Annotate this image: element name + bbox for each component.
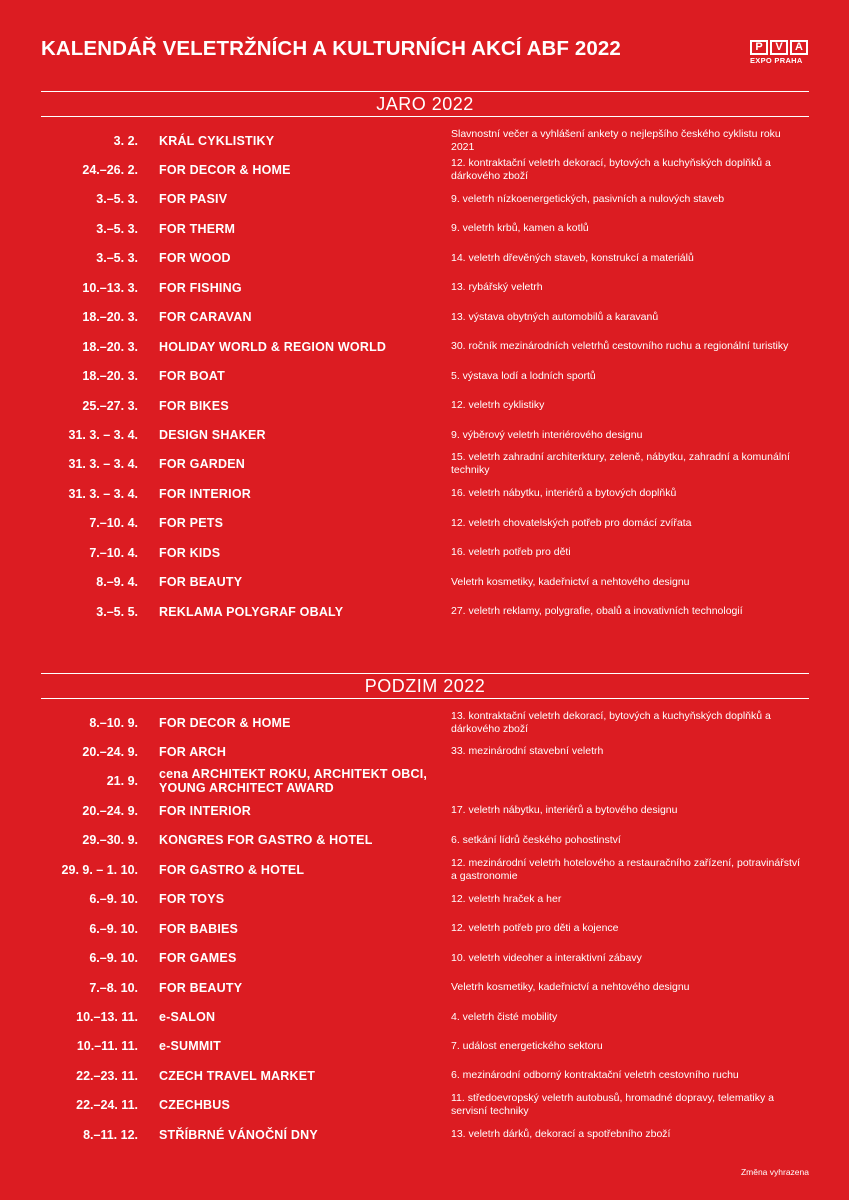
footer-note: Změna vyhrazena	[740, 1167, 809, 1177]
logo-letter: V	[770, 40, 788, 55]
event-date: 18.–20. 3.	[82, 369, 138, 384]
event-row	[0, 214, 849, 243]
event-row	[0, 885, 849, 914]
event-name: FOR BEAUTY	[159, 575, 243, 590]
event-description: 12. veletrh hraček a her	[451, 892, 562, 905]
event-row	[0, 450, 849, 479]
event-date: 18.–20. 3.	[82, 310, 138, 325]
logo-mark	[750, 40, 809, 55]
event-name: FOR PETS	[159, 516, 224, 531]
event-name: cena ARCHITEKT ROKU, ARCHITEKT OBCI, YOUNG ARCHITECT AWARD	[159, 767, 428, 796]
event-name: FOR DECOR & HOME	[159, 162, 291, 177]
event-name: FOR GARDEN	[159, 457, 246, 472]
event-name: CZECH TRAVEL MARKET	[159, 1068, 316, 1083]
event-name: STŘÍBRNÉ VÁNOČNÍ DNY	[159, 1127, 318, 1142]
event-description: 13. kontraktační veletrh dekorací, bytových a kuchyňských doplňků a dárkového zboží	[451, 709, 771, 735]
event-description: 12. veletrh cyklistiky	[451, 399, 545, 412]
event-description: 12. mezinárodní veletrh hotelového a restauračního zařízení, potravinářství a gastronomie	[451, 856, 801, 882]
event-date: 29. 9. – 1. 10.	[61, 862, 138, 877]
event-description: 4. veletrh čisté mobility	[451, 1010, 558, 1023]
event-date: 10.–13. 3.	[82, 280, 138, 295]
event-date: 20.–24. 9.	[82, 803, 138, 818]
event-description: 12. kontraktační veletrh dekorací, bytových a kuchyňských doplňků a dárkového zboží	[451, 156, 771, 182]
event-description: 33. mezinárodní stavební veletrh	[451, 745, 604, 758]
event-row	[0, 479, 849, 508]
event-date: 18.–20. 3.	[82, 339, 138, 354]
event-description: 16. veletrh potřeb pro děti	[451, 546, 571, 559]
event-name: FOR BOAT	[159, 369, 225, 384]
event-row	[0, 155, 849, 184]
event-name: KRÁL CYKLISTIKY	[159, 133, 275, 148]
event-name: e-SUMMIT	[159, 1039, 222, 1054]
event-row	[0, 708, 849, 737]
event-description: 16. veletrh nábytku, interiérů a bytových doplňků	[451, 487, 677, 500]
event-row	[0, 391, 849, 420]
event-row	[0, 767, 849, 796]
event-date: 3.–5. 3.	[96, 192, 138, 207]
event-description: 17. veletrh nábytku, interiérů a bytového designu	[451, 804, 678, 817]
event-date: 10.–13. 11.	[76, 1010, 138, 1024]
event-description: Veletrh kosmetiky, kadeřnictví a nehtového designu	[451, 575, 690, 588]
event-row	[0, 944, 849, 973]
event-date: 22.–24. 11.	[76, 1098, 138, 1113]
event-row	[0, 973, 849, 1002]
event-date: 6.–9. 10.	[89, 921, 138, 936]
logo-subtitle: EXPO PRAHA	[750, 56, 803, 65]
event-date: 29.–30. 9.	[82, 833, 138, 848]
event-date: 22.–23. 11.	[76, 1068, 138, 1083]
event-row	[0, 509, 849, 538]
pva-expo-logo	[750, 40, 809, 66]
section-heading-autumn: PODZIM 2022	[41, 673, 809, 699]
event-description: 11. středoevropský veletrh autobusů, hromadné dopravy, telematiky a servisní techniky	[451, 1092, 774, 1118]
event-date: 31. 3. – 3. 4.	[68, 428, 138, 442]
event-name: FOR KIDS	[159, 545, 221, 560]
event-description: 5. výstava lodí a lodních sportů	[451, 369, 596, 382]
event-date: 31. 3. – 3. 4.	[68, 457, 138, 472]
event-description: 10. veletrh videoher a interaktivní zábavy	[451, 951, 642, 964]
event-name: FOR WOOD	[159, 251, 231, 266]
event-name: FOR BEAUTY	[159, 980, 243, 995]
event-row	[0, 538, 849, 567]
event-date: 25.–27. 3.	[82, 398, 138, 413]
event-name: FOR CARAVAN	[159, 310, 252, 325]
event-name: FOR INTERIOR	[159, 486, 251, 501]
event-date: 3.–5. 5.	[96, 604, 138, 619]
event-row	[0, 1003, 849, 1032]
event-description: 12. veletrh potřeb pro děti a kojence	[451, 922, 619, 935]
event-description: 6. mezinárodní odborný kontraktační veletrh cestovního ruchu	[451, 1069, 739, 1082]
event-row	[0, 332, 849, 361]
event-date: 7.–10. 4.	[89, 516, 138, 531]
event-description: 9. výběrový veletrh interiérového designu	[451, 428, 643, 441]
event-name: FOR ARCH	[159, 744, 227, 759]
event-row	[0, 855, 849, 884]
event-row	[0, 597, 849, 626]
event-description	[451, 767, 801, 796]
event-description: Veletrh kosmetiky, kadeřnictví a nehtového designu	[451, 981, 690, 994]
event-description: 13. rybářský veletrh	[451, 281, 543, 294]
event-name: FOR BABIES	[159, 921, 239, 936]
event-description: 13. veletrh dárků, dekorací a spotřebního zboží	[451, 1128, 671, 1141]
event-name: FOR GASTRO & HOTEL	[159, 862, 305, 877]
event-row	[0, 914, 849, 943]
event-row	[0, 362, 849, 391]
event-name: DESIGN SHAKER	[159, 428, 266, 442]
event-name: FOR THERM	[159, 221, 236, 236]
event-date: 24.–26. 2.	[82, 162, 138, 177]
event-date: 8.–9. 4.	[96, 575, 138, 590]
section-heading-spring: JARO 2022	[41, 91, 809, 117]
event-name: FOR DECOR & HOME	[159, 715, 291, 730]
event-description: 7. událost energetického sektoru	[451, 1039, 603, 1052]
event-date: 7.–10. 4.	[89, 545, 138, 560]
event-description: 15. veletrh zahradní architerktury, zeleně, nábytku, zahradní a komunální techniky	[451, 451, 790, 477]
event-row	[0, 303, 849, 332]
event-date: 6.–9. 10.	[89, 951, 138, 966]
event-row	[0, 1091, 849, 1120]
event-name: KONGRES FOR GASTRO & HOTEL	[159, 833, 373, 848]
event-description: 9. veletrh nízkoenergetických, pasivních a nulových staveb	[451, 192, 725, 205]
page-title: KALENDÁŘ VELETRŽNÍCH A KULTURNÍCH AKCÍ ABF 2022	[41, 37, 621, 60]
event-date: 3.–5. 3.	[96, 251, 138, 266]
event-row	[0, 273, 849, 302]
event-description: 12. veletrh chovatelských potřeb pro domácí zvířata	[451, 516, 692, 529]
event-row	[0, 244, 849, 273]
event-description: 27. veletrh reklamy, polygrafie, obalů a inovativních technologií	[451, 605, 743, 618]
event-date: 3. 2.	[113, 133, 138, 148]
event-name: REKLAMA POLYGRAF OBALY	[159, 604, 344, 619]
event-description: 13. výstava obytných automobilů a karavanů	[451, 310, 659, 323]
logo-letter: P	[750, 40, 768, 55]
event-date: 20.–24. 9.	[82, 744, 138, 759]
event-date: 7.–8. 10.	[89, 980, 138, 995]
event-name: FOR PASIV	[159, 192, 228, 207]
event-name: CZECHBUS	[159, 1098, 231, 1113]
event-date: 6.–9. 10.	[89, 892, 138, 907]
event-name: FOR TOYS	[159, 892, 225, 907]
event-description: Slavnostní večer a vyhlášení ankety o nejlepšího českého cyklistu roku 2021	[451, 127, 781, 153]
event-name: FOR INTERIOR	[159, 803, 251, 818]
event-date: 31. 3. – 3. 4.	[68, 486, 138, 501]
event-row	[0, 1032, 849, 1061]
event-date: 8.–10. 9.	[89, 715, 138, 730]
event-date: 3.–5. 3.	[96, 221, 138, 236]
logo-letter: A	[790, 40, 808, 55]
event-description: 6. setkání lídrů českého pohostinství	[451, 833, 621, 846]
event-row	[0, 1120, 849, 1149]
event-name: e-SALON	[159, 1010, 216, 1024]
event-name: HOLIDAY WORLD & REGION WORLD	[159, 339, 387, 354]
event-row	[0, 796, 849, 825]
event-row	[0, 421, 849, 450]
event-name: FOR GAMES	[159, 951, 237, 966]
event-row	[0, 185, 849, 214]
event-row	[0, 126, 849, 155]
event-row	[0, 737, 849, 766]
event-date: 8.–11. 12.	[83, 1127, 138, 1142]
event-description: 30. ročník mezinárodních veletrhů cestovního ruchu a regionální turistiky	[451, 340, 789, 353]
event-name: FOR FISHING	[159, 280, 242, 295]
event-row	[0, 568, 849, 597]
event-date: 10.–11. 11.	[76, 1039, 138, 1054]
event-description: 9. veletrh krbů, kamen a kotlů	[451, 222, 589, 235]
event-description: 14. veletrh dřevěných staveb, konstrukcí a materiálů	[451, 251, 694, 264]
event-date: 21. 9.	[106, 774, 138, 789]
event-row	[0, 1061, 849, 1090]
event-row	[0, 826, 849, 855]
event-name: FOR BIKES	[159, 398, 229, 413]
